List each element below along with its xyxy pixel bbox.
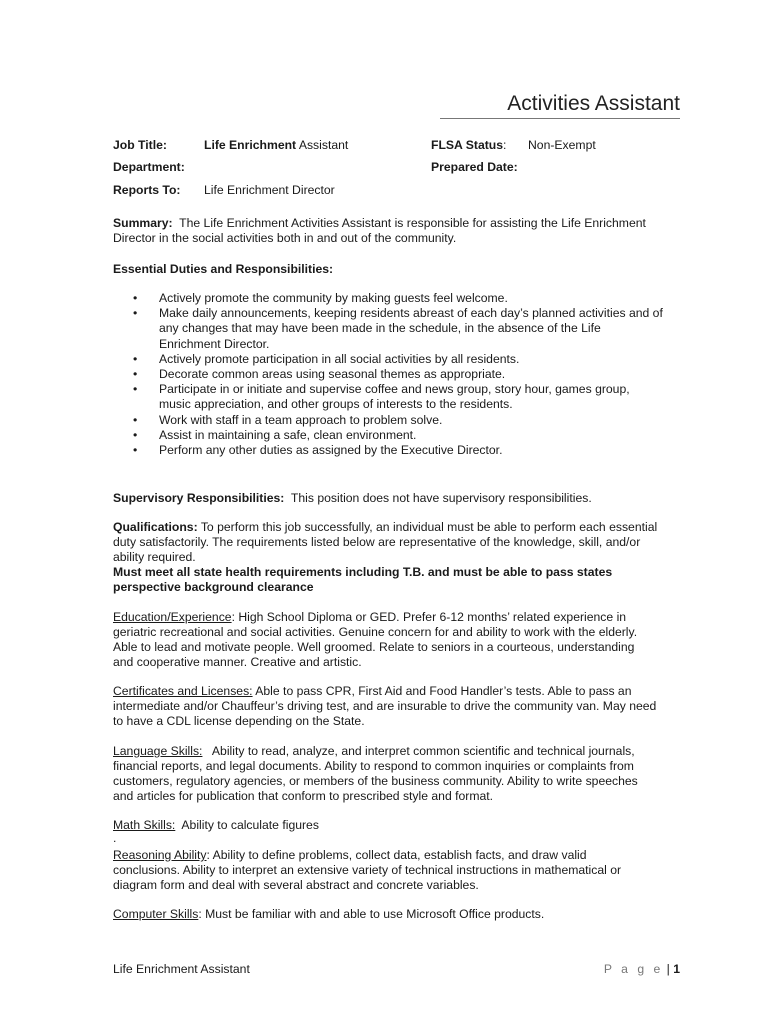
flsa-value: Non-Exempt [528, 138, 596, 152]
language-label: Language Skills: [113, 744, 203, 758]
duty-line: Enrichment Director. [159, 336, 270, 351]
education-line-4: and cooperative manner. Creative and artistic. [113, 655, 362, 669]
duty-line: Work with staff in a team approach to problem solve. [159, 412, 443, 427]
duty-item [113, 428, 683, 443]
certificates-section [113, 684, 683, 729]
duties-heading: Essential Duties and Responsibilities: [113, 262, 334, 276]
flsa-label [431, 138, 506, 152]
duty-item [113, 443, 683, 458]
certificates-line-2: intermediate and/or Chauffeur’s driving test, and are insurable to drive the community van. May need [113, 699, 657, 713]
reports-to-value: Life Enrichment Director [204, 183, 335, 197]
certificates-label: Certificates and Licenses: [113, 684, 253, 698]
certificates-text-1: Able to pass CPR, First Aid and Food Handler’s tests. Able to pass an [252, 684, 632, 698]
duty-line: Participate in or initiate and supervise coffee and news group, story hour, games group, [159, 382, 630, 397]
bullet-icon: • [133, 427, 138, 442]
duty-line: Decorate common areas using seasonal themes as appropriate. [159, 367, 506, 382]
duty-item [113, 291, 683, 306]
flsa-colon: : [503, 138, 507, 152]
bullet-icon: • [133, 443, 138, 458]
footer-page-num: 1 [673, 962, 680, 976]
reports-to-label: Reports To: [113, 183, 181, 197]
summary-line-1 [113, 216, 683, 231]
computer-label: Computer Skills [113, 907, 199, 921]
prepared-date-label: Prepared Date: [431, 160, 518, 174]
job-title-rest: Assistant [298, 138, 349, 152]
education-section [113, 610, 683, 670]
summary-line-2: Director in the social activities both in and out of the community. [113, 231, 457, 245]
footer-page-number [560, 962, 680, 976]
supervisory-section [113, 491, 683, 506]
reasoning-label: Reasoning Ability [113, 848, 207, 862]
qualifications-bold-2: perspective background clearance [113, 580, 314, 594]
education-text-1: : High School Diploma or GED. Prefer 6-12 months’ related experience in [231, 610, 627, 624]
bullet-icon: • [133, 291, 138, 305]
bullet-icon: • [133, 306, 138, 321]
qualifications-line-3: ability required. [113, 550, 196, 564]
language-line-2: financial reports, and legal documents. Ability to respond to common inquiries or complaints from [113, 759, 634, 773]
duty-item [113, 306, 683, 352]
language-line-1 [113, 744, 683, 759]
qualifications-bold-1: Must meet all state health requirements including T.B. and must be able to pass states [113, 565, 613, 579]
math-stray-mark: . [113, 831, 117, 845]
job-title-value [204, 138, 348, 152]
flsa-label-text: FLSA Status [431, 138, 503, 152]
certificates-line-1 [113, 684, 683, 699]
math-line [113, 818, 683, 833]
duty-item [113, 367, 683, 382]
supervisory-label: Supervisory Responsibilities: [113, 491, 285, 505]
duty-line: Actively promote the community by making guests feel welcome. [159, 291, 508, 305]
math-section [113, 818, 683, 844]
title-rule [440, 118, 680, 119]
language-text-1: Ability to read, analyze, and interpret common scientific and technical journals, [202, 744, 635, 758]
duty-item [113, 352, 683, 367]
computer-section [113, 907, 683, 922]
department-label: Department: [113, 160, 185, 174]
bullet-icon: • [133, 412, 138, 427]
education-line-2: geriatric recreational and social activities. Genuine concern for and ability to work with the elderly. [113, 625, 638, 639]
duty-line: Perform any other duties as assigned by the Executive Director. [159, 443, 503, 458]
duty-item [113, 413, 683, 428]
reasoning-section [113, 848, 683, 893]
job-title-bold: Life Enrichment [204, 138, 297, 152]
document-title: Activities Assistant [507, 92, 680, 115]
education-label: Education/Experience [113, 610, 232, 624]
bullet-icon: • [133, 367, 138, 382]
language-line-3: customers, regulatory agencies, or members of the business community. Ability to write speeches [113, 774, 638, 788]
bullet-icon: • [133, 351, 138, 366]
education-line-1 [113, 610, 683, 625]
qualifications-line-1 [113, 520, 683, 535]
reasoning-line-2: conclusions. Ability to interpret an extensive variety of technical instructions in mathematical or [113, 863, 622, 877]
education-line-3: Able to lead and motivate people. Well groomed. Relate to seniors in a courteous, understanding [113, 640, 635, 654]
job-title-label: Job Title: [113, 138, 167, 152]
language-line-4: and articles for publication that conform to prescribed style and format. [113, 789, 494, 803]
summary-label: Summary: [113, 216, 173, 230]
reasoning-text-1: : Ability to define problems, collect data, establish facts, and draw valid [206, 848, 587, 862]
footer-document-name: Life Enrichment Assistant [113, 962, 250, 976]
reasoning-line-3: diagram form and deal with several abstract and concrete variables. [113, 878, 479, 892]
footer-page-word: P a g e [603, 962, 664, 976]
summary-section [113, 216, 683, 246]
duty-line: Make daily announcements, keeping residents abreast of each day’s planned activities and of [159, 306, 663, 321]
duty-line: Actively promote participation in all social activities by all residents. [159, 351, 520, 366]
duty-line: any changes that may have been made in the schedule, in the absence of the Life [159, 321, 601, 336]
duty-line: Assist in maintaining a safe, clean environment. [159, 427, 417, 442]
math-label: Math Skills: [113, 818, 176, 832]
reasoning-line-1 [113, 848, 683, 863]
duty-line: music appreciation, and other groups of interests to the residents. [159, 397, 513, 412]
certificates-line-3: to have a CDL license depending on the State. [113, 714, 365, 728]
bullet-icon: • [133, 382, 138, 397]
qualifications-section [113, 520, 683, 595]
qualifications-label: Qualifications: [113, 520, 198, 534]
duties-list [113, 291, 683, 458]
language-section [113, 744, 683, 804]
duty-item [113, 382, 683, 412]
qualifications-line-2: duty satisfactorily. The requirements listed below are representative of the knowledge, skill, and/or [113, 535, 641, 549]
computer-text: : Must be familiar with and able to use Microsoft Office products. [198, 907, 545, 921]
footer-separator: | [663, 962, 674, 976]
math-text: Ability to calculate figures [175, 818, 319, 832]
summary-text-1: The Life Enrichment Activities Assistant is responsible for assisting the Life Enrichment [179, 216, 646, 230]
qualifications-text-1: To perform this job successfully, an individual must be able to perform each essential [200, 520, 658, 534]
supervisory-text: This position does not have supervisory responsibilities. [290, 491, 592, 505]
